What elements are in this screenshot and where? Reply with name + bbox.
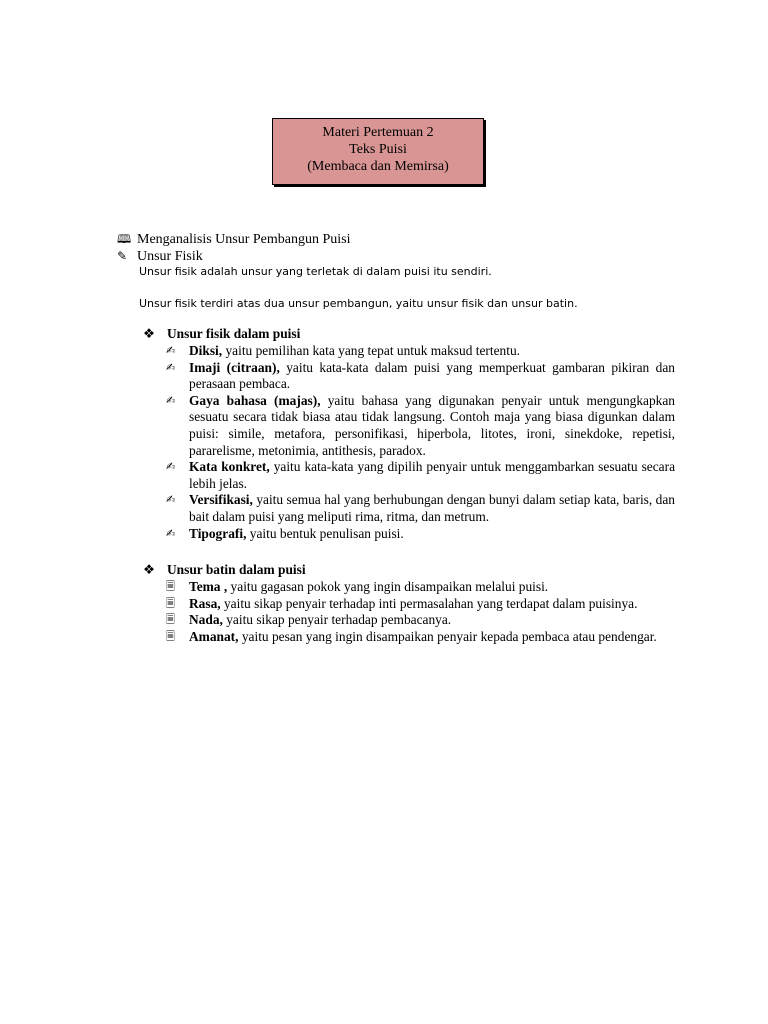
item-term: Tipografi,	[189, 525, 247, 541]
list-item	[166, 343, 675, 360]
paragraph-1: Unsur fisik adalah unsur yang terletak di dalam puisi itu sendiri.	[139, 265, 492, 278]
title-box	[272, 118, 484, 185]
fisik-heading-text: Unsur fisik dalam puisi	[167, 326, 301, 341]
pencil-icon: ✎	[117, 249, 128, 263]
item-term: Diksi,	[189, 343, 223, 358]
fisik-heading	[143, 326, 300, 344]
list-item	[166, 579, 675, 596]
diamond-bullet-icon: ❖	[143, 563, 156, 578]
writing-hand-icon: ✍	[166, 360, 176, 374]
diamond-bullet-icon: ❖	[143, 327, 156, 342]
list-item	[166, 459, 675, 492]
document-icon: 🗏	[166, 629, 175, 643]
list-item	[166, 596, 675, 613]
subsection-heading	[117, 248, 203, 266]
writing-hand-icon: ✍	[166, 493, 176, 507]
writing-hand-icon: ✍	[166, 526, 176, 540]
item-term: Rasa,	[189, 595, 221, 611]
item-desc: yaitu sikap penyair terhadap pembacanya.	[222, 612, 452, 628]
item-term: Gaya bahasa (majas),	[189, 392, 321, 408]
batin-heading-text: Unsur batin dalam puisi	[167, 562, 306, 577]
open-book-icon: 🕮	[117, 232, 132, 246]
item-term: Versifikasi,	[189, 492, 253, 508]
writing-hand-icon: ✍	[166, 344, 176, 357]
list-item	[166, 360, 675, 393]
fisik-list	[166, 343, 675, 542]
list-item	[166, 393, 675, 459]
item-desc: yaitu bentuk penulisan puisi.	[246, 525, 404, 541]
item-term: Kata konkret,	[189, 459, 270, 475]
title-line-3: (Membaca dan Memirsa)	[307, 159, 449, 174]
list-item	[166, 526, 675, 543]
batin-list	[166, 579, 675, 645]
item-desc: yaitu kata-kata yang dipilih penyair untuk menggambarkan sesuatu secara lebih jelas.	[189, 459, 676, 491]
item-desc: yaitu pesan yang ingin disampaikan penyair kepada pembaca atau pendengar.	[238, 628, 657, 644]
item-term: Amanat,	[189, 628, 239, 644]
subsection-heading-text: Unsur Fisik	[137, 249, 203, 264]
item-desc: yaitu pemilihan kata yang tepat untuk maksud tertentu.	[222, 343, 520, 358]
item-desc: yaitu sikap penyair terhadap inti permasalahan yang terdapat dalam puisinya.	[220, 595, 638, 611]
list-item	[166, 612, 675, 629]
document-icon: 🗏	[166, 580, 175, 593]
title-line-1: Materi Pertemuan 2	[322, 125, 434, 140]
item-desc: yaitu bahasa yang digunakan penyair untuk mengungkapkan sesuatu secara tidak biasa atau tidak langsung. Contoh maja yang biasa digunkan dalam puisi: simile, metafora, personifikasi, hiperbola, litotes, ironi, sinekdoke, repetisi, pararelisme, metonimia, antithesis, paradox.	[189, 392, 675, 458]
title-line-2: Teks Puisi	[349, 142, 407, 157]
item-term: Tema ,	[189, 579, 228, 594]
item-desc: yaitu gagasan pokok yang ingin disampaikan melalui puisi.	[227, 579, 549, 594]
document-icon: 🗏	[166, 613, 175, 627]
list-item	[166, 629, 675, 646]
section-heading-text: Menganalisis Unsur Pembangun Puisi	[137, 232, 351, 247]
item-desc: yaitu kata-kata dalam puisi yang memperkuat gambaran pikiran dan perasaan pembaca.	[189, 359, 675, 392]
paragraph-2: Unsur fisik terdiri atas dua unsur pembangun, yaitu unsur fisik dan unsur batin.	[139, 297, 578, 310]
writing-hand-icon: ✍	[166, 393, 176, 407]
batin-heading	[143, 562, 306, 580]
writing-hand-icon: ✍	[166, 460, 176, 474]
item-term: Imaji (citraan),	[189, 359, 280, 375]
list-item	[166, 492, 675, 525]
section-heading	[117, 231, 351, 249]
item-term: Nada,	[189, 612, 223, 628]
item-desc: yaitu semua hal yang berhubungan dengan bunyi dalam setiap kata, baris, dan bait dalam puisi yang meliputi rima, ritma, dan metrum.	[189, 492, 675, 524]
document-icon: 🗏	[166, 596, 175, 610]
